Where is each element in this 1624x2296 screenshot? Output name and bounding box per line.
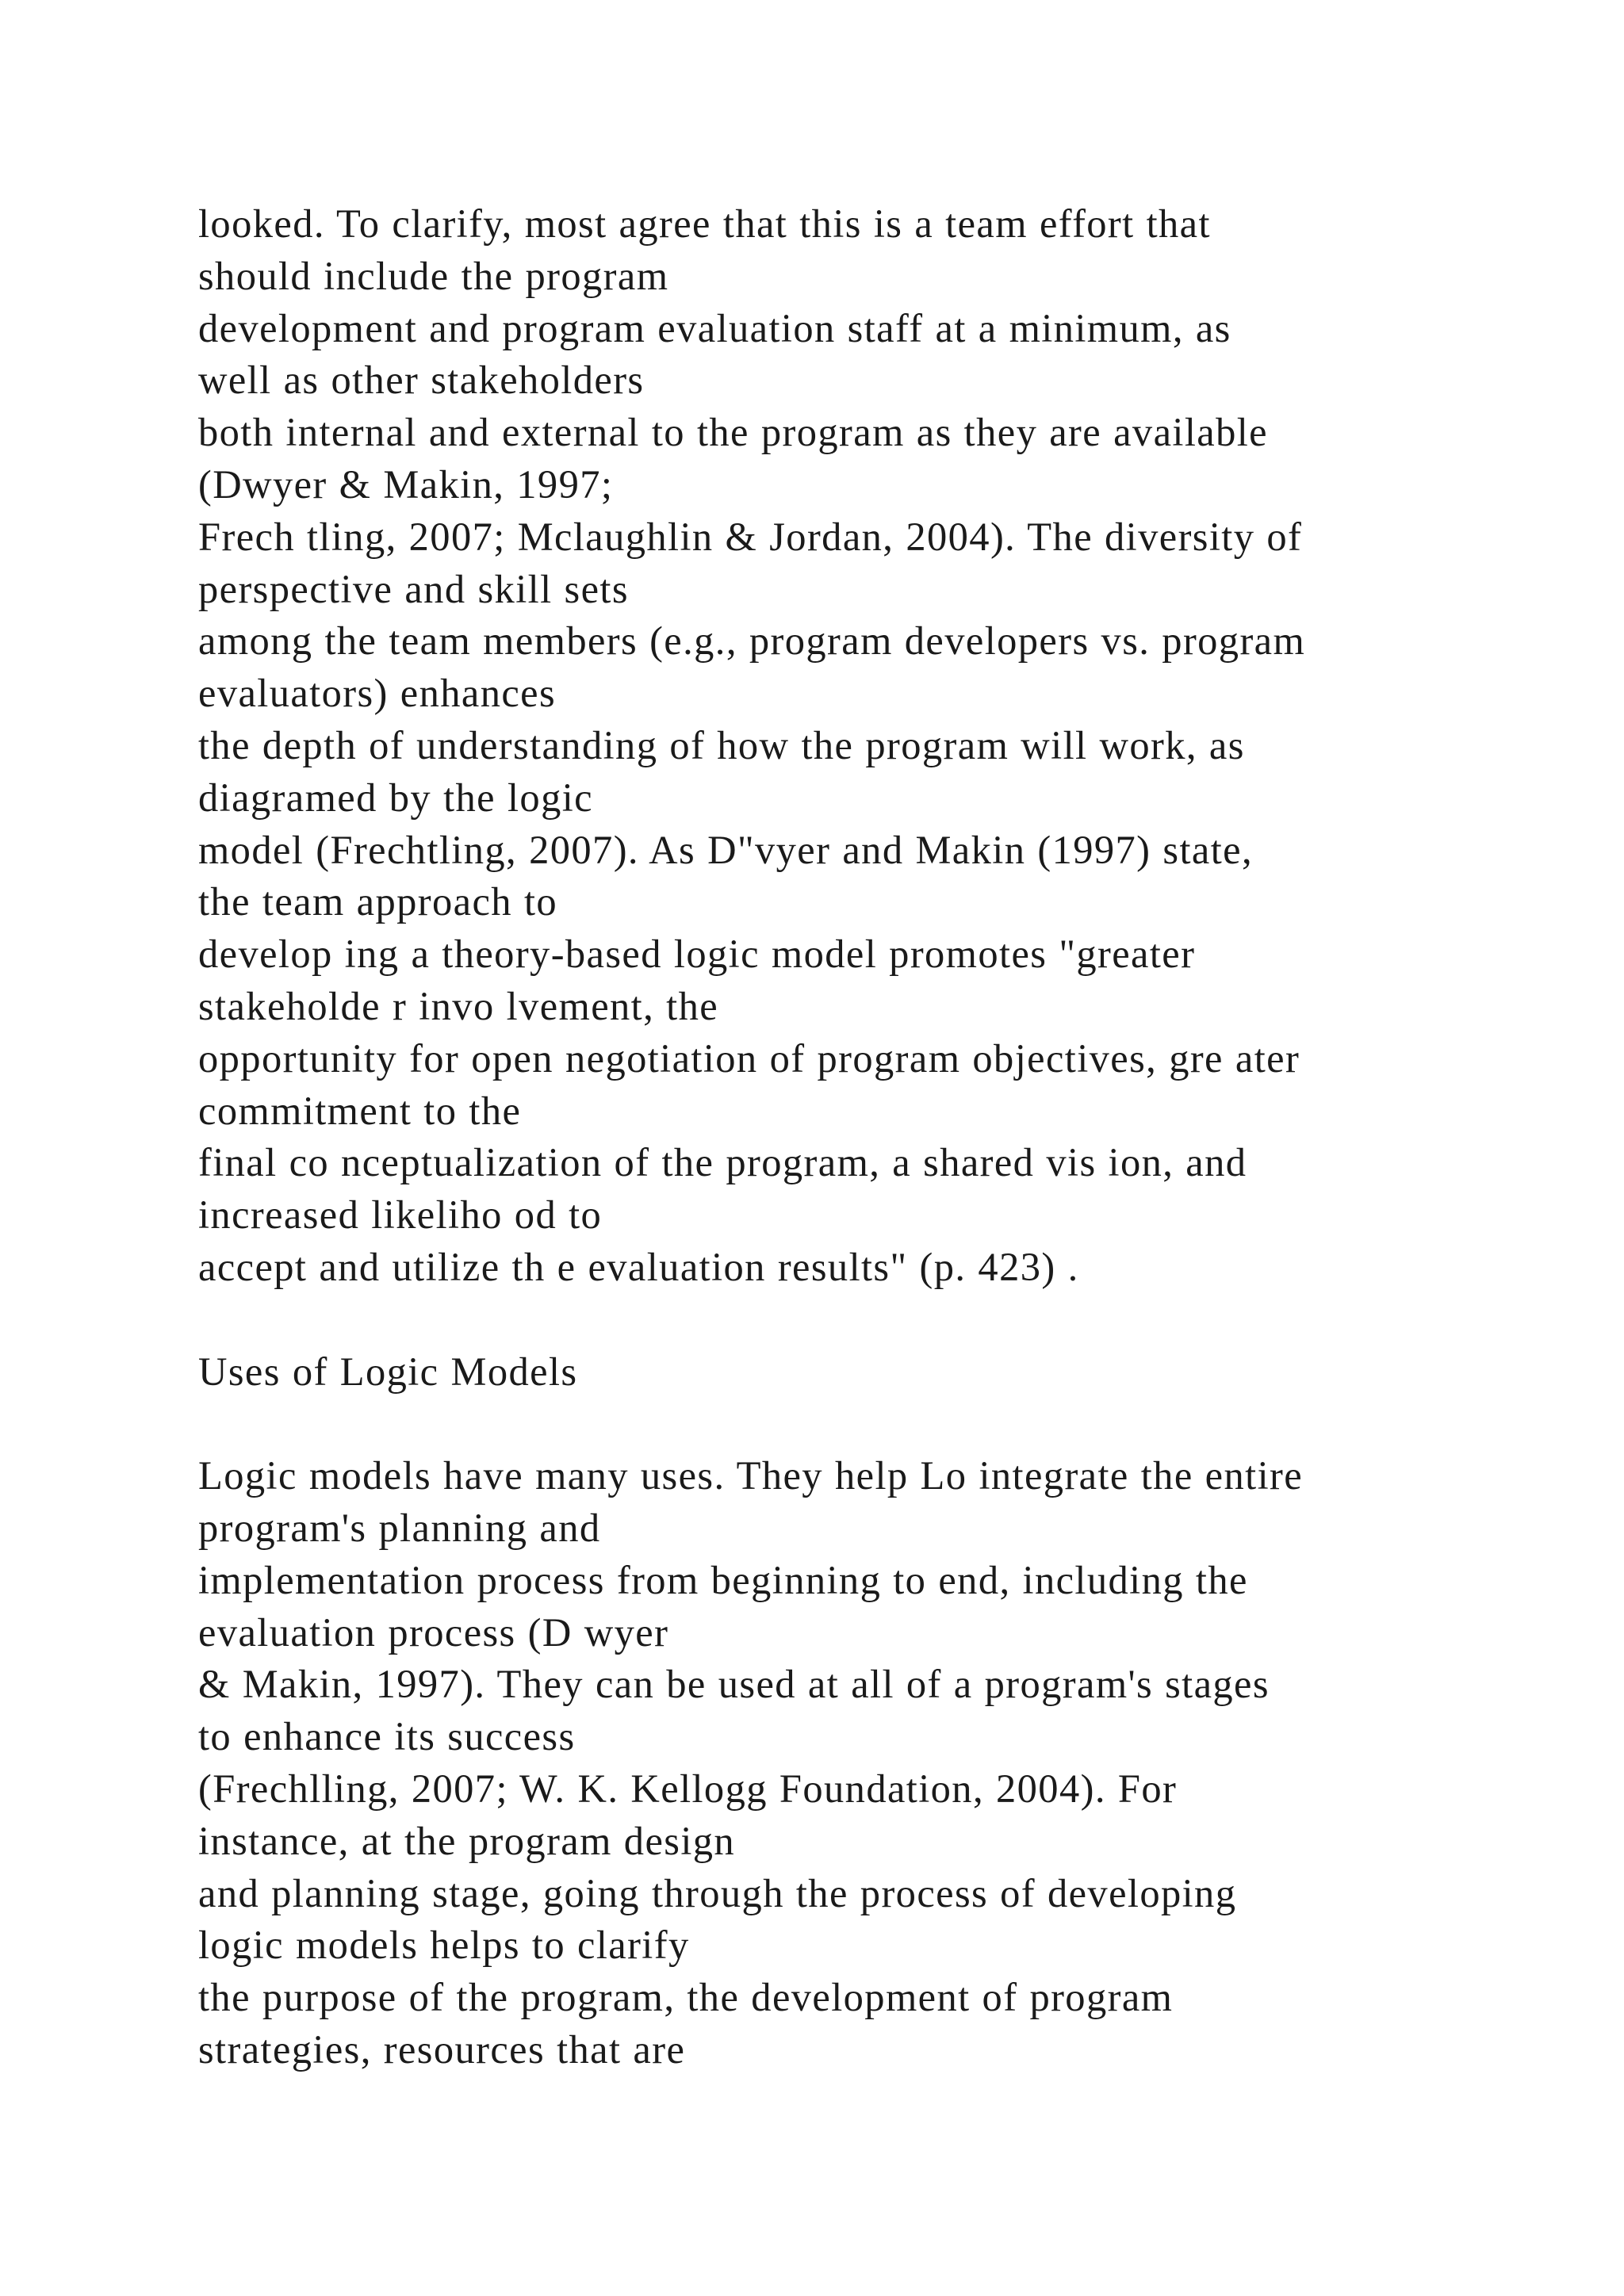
text-line: develop ing a theory-based logic model promotes "greater xyxy=(198,932,1196,977)
text-line: evaluation process (D wyer xyxy=(198,1609,669,1655)
paragraph-uses xyxy=(198,1450,1451,2076)
text-line: perspective and skill sets xyxy=(198,566,629,611)
text-line: Frech tling, 2007; Mclaughlin & Jordan, 2004). The diversity of xyxy=(198,514,1303,559)
text-line: model (Frechtling, 2007). As D"vyer and Makin (1997) state, xyxy=(198,827,1253,872)
text-line: development and program evaluation staff at a minimum, as xyxy=(198,305,1231,350)
text-line: (Dwyer & Makin, 1997; xyxy=(198,461,614,507)
text-line: the team approach to xyxy=(198,879,558,924)
text-line: to enhance its success xyxy=(198,1714,576,1759)
paragraph-team-effort xyxy=(198,198,1451,1294)
text-line: accept and utilize th e evaluation results" (p. 423) . xyxy=(198,1244,1079,1289)
text-line: should include the program xyxy=(198,253,669,298)
text-line: logic models helps to clarify xyxy=(198,1923,690,1968)
text-line: and planning stage, going through the process of developing xyxy=(198,1870,1237,1915)
text-line: final co nceptualization of the program, a shared vis ion, and xyxy=(198,1140,1247,1185)
text-line: the depth of understanding of how the program will work, as xyxy=(198,722,1245,767)
text-line: stakeholde r invo lvement, the xyxy=(198,983,719,1028)
text-line: the purpose of the program, the development of program xyxy=(198,1975,1174,2020)
text-line: opportunity for open negotiation of program objectives, gre ater xyxy=(198,1035,1300,1081)
text-line: program's planning and xyxy=(198,1505,601,1550)
text-line: & Makin, 1997). They can be used at all of a program's stages xyxy=(198,1662,1270,1707)
text-line: diagramed by the logic xyxy=(198,775,593,820)
paragraph-spacer xyxy=(198,1398,1451,1450)
text-line: well as other stakeholders xyxy=(198,358,645,403)
text-line: both internal and external to the program as they are available xyxy=(198,410,1268,455)
text-line: evaluators) enhances xyxy=(198,671,557,716)
text-line: increased likeliho od to xyxy=(198,1192,603,1238)
document-body xyxy=(198,198,1451,2076)
text-line: commitment to the xyxy=(198,1088,522,1133)
text-line: strategies, resources that are xyxy=(198,2026,686,2072)
text-line: instance, at the program design xyxy=(198,1818,736,1863)
section-heading: Uses of Logic Models xyxy=(198,1349,578,1394)
text-line: Logic models have many uses. They help Lo integrate the entire xyxy=(198,1453,1304,1498)
paragraph-spacer xyxy=(198,1294,1451,1346)
text-line: (Frechlling, 2007; W. K. Kellogg Foundation, 2004). For xyxy=(198,1766,1178,1811)
text-line: among the team members (e.g., program developers vs. program xyxy=(198,618,1306,664)
text-line: implementation process from beginning to end, including the xyxy=(198,1557,1248,1602)
text-line: looked. To clarify, most agree that this is a team effort that xyxy=(198,201,1211,246)
